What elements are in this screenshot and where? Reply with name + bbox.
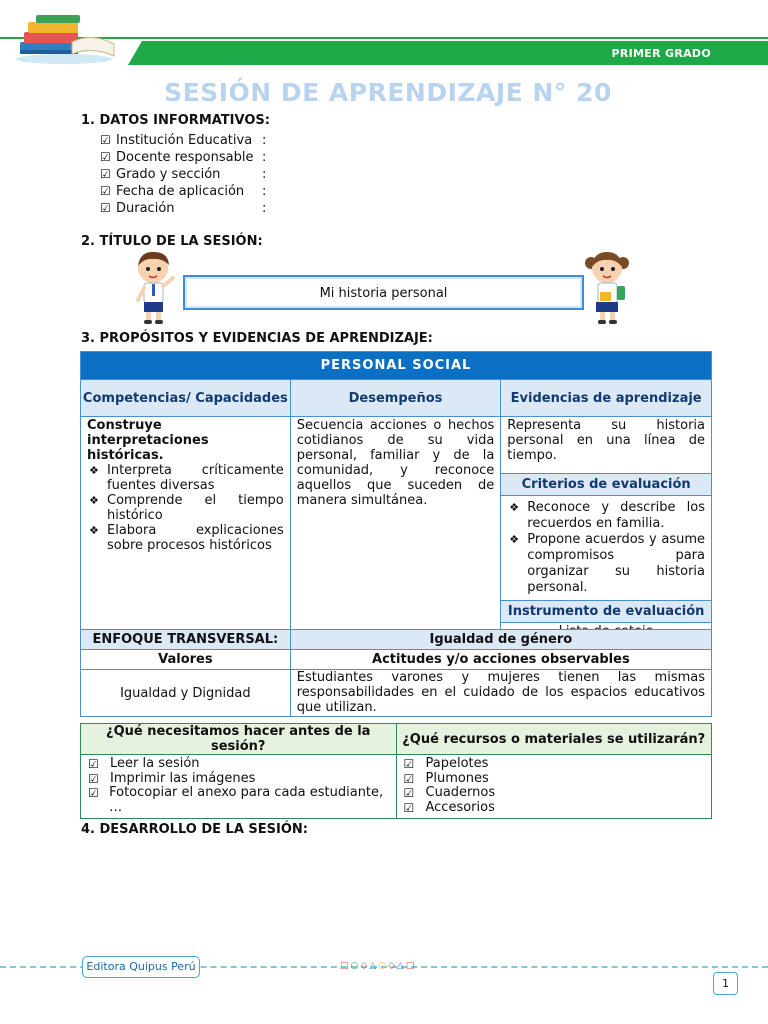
checkbox-icon: ☑ xyxy=(403,757,415,771)
criterios-heading: Criterios de evaluación xyxy=(501,474,712,496)
criterios-cell xyxy=(501,496,712,601)
page-header xyxy=(0,0,768,80)
area-header: PERSONAL SOCIAL xyxy=(81,352,712,380)
info-row xyxy=(100,149,266,166)
checkbox-icon: ☑ xyxy=(100,167,111,181)
publisher-badge: Editora Quipus Perú xyxy=(82,956,200,978)
resources-list xyxy=(396,755,712,819)
col-desempenos: Desempeños xyxy=(290,380,501,417)
instrumento-heading: Instrumento de evaluación xyxy=(501,601,712,623)
info-label: Docente responsable xyxy=(116,150,254,165)
checkbox-icon: ☑ xyxy=(100,133,111,147)
info-row xyxy=(100,132,266,149)
list-item: ❖ Comprende el tiempo histórico xyxy=(87,493,284,523)
col-evidencias: Evidencias de aprendizaje xyxy=(501,380,712,417)
before-session-header: ¿Qué necesitamos hacer antes de la sesión? xyxy=(81,724,397,755)
list-item: ❖ Interpreta críticamente fuentes diversas xyxy=(87,463,284,493)
info-row xyxy=(100,166,266,183)
info-sep: : xyxy=(262,150,267,165)
valor-cell: Igualdad y Dignidad xyxy=(81,670,291,717)
checkbox-icon: ☑ xyxy=(403,771,415,786)
books-icon xyxy=(14,12,120,64)
valores-header: Valores xyxy=(81,650,291,670)
desempeno-cell: Secuencia acciones o hechos cotidianos de su vida personal, familiar y de la comunidad, y reconoce aquellos que suceden de manera simultánea. xyxy=(290,417,501,643)
col-competencias: Competencias/ Capacidades xyxy=(81,380,291,417)
info-label: Duración xyxy=(116,201,175,216)
evidencia-cell: Representa su historia personal en una línea de tiempo. xyxy=(501,417,712,474)
page-number: 1 xyxy=(713,972,738,995)
info-label: Fecha de aplicación xyxy=(116,184,245,199)
list-item: ❖ Propone acuerdos y asume compromisos para organizar su historia personal. xyxy=(507,532,705,596)
info-sep: : xyxy=(262,167,267,182)
boy-illustration xyxy=(132,248,178,328)
section1-heading: 1. DATOS INFORMATIVOS: xyxy=(81,113,270,128)
criterios-list xyxy=(507,500,705,596)
competencias-cell xyxy=(81,417,291,643)
info-label: Grado y sección xyxy=(116,167,221,182)
actitud-cell: Estudiantes varones y mujeres tienen las mismas responsabilidades en el cuidado de los espacios educativos que utilizan. xyxy=(290,670,711,717)
section2-heading: 2. TÍTULO DE LA SESIÓN: xyxy=(81,234,263,249)
actitudes-header: Actitudes y/o acciones observables xyxy=(290,650,711,670)
session-title: Mi historia personal xyxy=(319,286,448,301)
enfoque-label: ENFOQUE TRANSVERSAL: xyxy=(81,630,291,650)
list-item: ☑ Cuadernos xyxy=(403,785,496,801)
list-item: ❖ Reconoce y describe los recuerdos en familia. xyxy=(507,500,705,532)
checkbox-icon: ☑ xyxy=(100,184,111,198)
list-item: ❖ Elabora explicaciones sobre procesos históricos xyxy=(87,523,284,553)
capacidades-list xyxy=(87,463,284,553)
list-item: ☑ Leer la sesión xyxy=(88,756,200,771)
grade-label: PRIMER GRADO xyxy=(611,47,711,60)
page-title: SESIÓN DE APRENDIZAJE N° 20 xyxy=(164,78,612,107)
checkbox-icon: ☑ xyxy=(88,786,99,801)
preparation-table xyxy=(80,723,712,819)
purposes-table xyxy=(80,351,712,643)
decorative-shapes-icon: □○◇△○◇△□ xyxy=(340,961,417,971)
checkbox-icon: ☑ xyxy=(403,801,415,816)
before-session-list xyxy=(81,755,397,819)
checkbox-icon: ☑ xyxy=(403,786,415,801)
info-row xyxy=(100,200,266,217)
info-sep: : xyxy=(262,184,267,199)
checkbox-icon: ☑ xyxy=(88,757,99,771)
list-item: ☑ Plumones xyxy=(403,770,489,786)
resources-header: ¿Qué recursos o materiales se utilizarán? xyxy=(396,724,712,755)
list-item: ☑ Imprimir las imágenes xyxy=(88,770,256,786)
girl-illustration xyxy=(582,248,632,328)
info-sep: : xyxy=(262,201,267,216)
info-sep: : xyxy=(262,133,267,148)
enfoque-table xyxy=(80,629,712,717)
list-item: ☑ Papelotes xyxy=(403,756,489,771)
competencia-text: Construye interpretaciones históricas. xyxy=(87,418,209,463)
session-title-box xyxy=(183,275,584,310)
section3-heading: 3. PROPÓSITOS Y EVIDENCIAS DE APRENDIZAJE: xyxy=(81,331,433,346)
info-label: Institución Educativa xyxy=(116,133,253,148)
checkbox-icon: ☑ xyxy=(100,150,111,164)
enfoque-value: Igualdad de género xyxy=(290,630,711,650)
info-list xyxy=(100,132,266,217)
list-item: ☑ Fotocopiar el anexo para cada estudiante, … xyxy=(88,785,384,816)
checkbox-icon: ☑ xyxy=(88,771,99,786)
checkbox-icon: ☑ xyxy=(100,201,111,215)
section4-heading: 4. DESARROLLO DE LA SESIÓN: xyxy=(81,822,308,837)
list-item: ☑ Accesorios xyxy=(403,800,495,816)
info-row xyxy=(100,183,266,200)
